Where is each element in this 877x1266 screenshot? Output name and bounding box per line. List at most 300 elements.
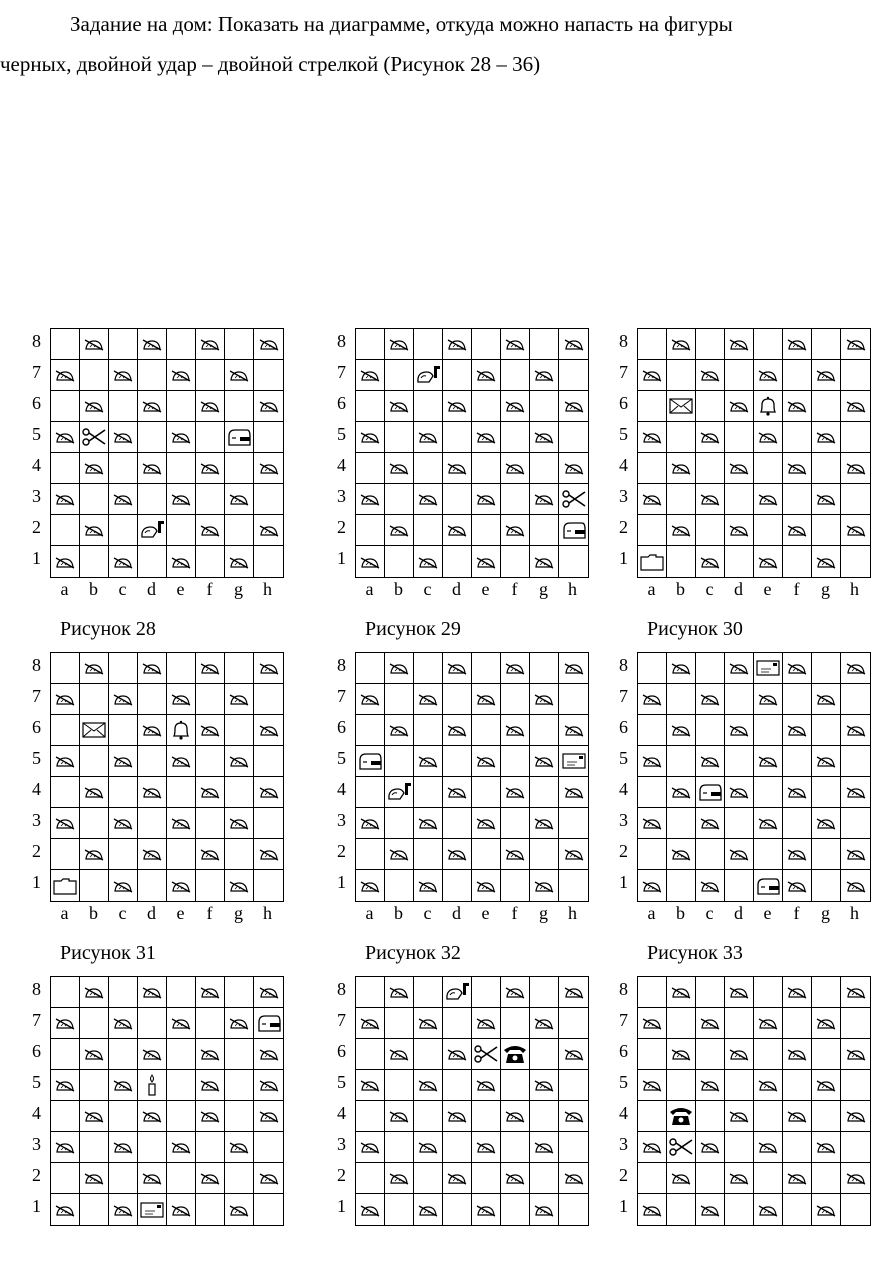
board-square bbox=[754, 422, 783, 453]
chess-piece-icon bbox=[473, 362, 500, 389]
chess-piece-icon bbox=[842, 655, 869, 682]
file-label: e bbox=[481, 903, 490, 923]
board-square bbox=[783, 1101, 812, 1132]
rank-label: 2 bbox=[619, 1165, 628, 1185]
rank-label: 6 bbox=[32, 717, 41, 737]
board-square bbox=[559, 777, 588, 808]
chess-board-grid bbox=[355, 652, 589, 902]
board-square bbox=[754, 715, 783, 746]
chess-piece-icon bbox=[415, 424, 442, 451]
board-square bbox=[414, 546, 443, 577]
board-square bbox=[812, 653, 841, 684]
board-square bbox=[138, 484, 167, 515]
board-square bbox=[414, 808, 443, 839]
board-square bbox=[196, 870, 225, 901]
board-square bbox=[356, 870, 385, 901]
board-square bbox=[559, 546, 588, 577]
board-square bbox=[443, 546, 472, 577]
board-square bbox=[196, 684, 225, 715]
board-square bbox=[385, 1163, 414, 1194]
chess-piece-icon bbox=[697, 1196, 724, 1223]
rank-labels bbox=[22, 652, 44, 900]
chess-piece-icon bbox=[784, 1165, 811, 1192]
rank-label: 2 bbox=[619, 517, 628, 537]
chess-piece-icon bbox=[226, 1196, 253, 1223]
chess-piece-icon bbox=[52, 424, 79, 451]
chess-diagram bbox=[327, 652, 595, 964]
board-square bbox=[783, 453, 812, 484]
chess-piece-icon bbox=[697, 1134, 724, 1161]
board-square bbox=[667, 484, 696, 515]
rank-label: 6 bbox=[337, 393, 346, 413]
chess-piece-icon bbox=[81, 455, 108, 482]
board-square bbox=[725, 1008, 754, 1039]
board-square bbox=[754, 1008, 783, 1039]
board-square bbox=[385, 453, 414, 484]
chess-piece-icon bbox=[560, 841, 587, 868]
figure-caption: Рисунок 32 bbox=[365, 942, 461, 964]
chess-diagram bbox=[327, 976, 595, 1266]
rank-labels bbox=[22, 328, 44, 576]
chess-piece-icon bbox=[842, 1103, 869, 1130]
board-square bbox=[443, 422, 472, 453]
chess-piece-icon bbox=[668, 1041, 695, 1068]
board-square bbox=[80, 777, 109, 808]
board-square bbox=[725, 777, 754, 808]
board-square bbox=[783, 977, 812, 1008]
board-square bbox=[638, 746, 667, 777]
chess-piece-icon bbox=[668, 517, 695, 544]
board-square bbox=[51, 484, 80, 515]
file-label: c bbox=[423, 903, 432, 923]
chess-board-grid bbox=[50, 976, 284, 1226]
board-square bbox=[472, 329, 501, 360]
file-label: b bbox=[676, 579, 685, 599]
chess-piece-icon bbox=[110, 1134, 137, 1161]
rank-label: 5 bbox=[32, 424, 41, 444]
chess-piece-icon bbox=[139, 1165, 166, 1192]
chess-piece-icon bbox=[813, 748, 840, 775]
board-square bbox=[443, 1132, 472, 1163]
chess-piece-icon bbox=[81, 1165, 108, 1192]
chess-piece-icon bbox=[444, 1165, 471, 1192]
board-square bbox=[109, 839, 138, 870]
board-square bbox=[385, 684, 414, 715]
board-square bbox=[754, 453, 783, 484]
board-square bbox=[109, 1101, 138, 1132]
chess-piece-icon bbox=[560, 393, 587, 420]
board-square bbox=[196, 484, 225, 515]
chess-piece-icon bbox=[444, 655, 471, 682]
board-square bbox=[530, 484, 559, 515]
rank-label: 1 bbox=[337, 872, 346, 892]
board-square bbox=[225, 546, 254, 577]
chess-piece-icon bbox=[52, 1134, 79, 1161]
cornucopia-icon bbox=[444, 979, 471, 1006]
board-square bbox=[196, 1132, 225, 1163]
board-square bbox=[530, 1070, 559, 1101]
chess-piece-icon bbox=[386, 517, 413, 544]
rank-label: 5 bbox=[619, 748, 628, 768]
chess-piece-icon bbox=[473, 872, 500, 899]
board-square bbox=[725, 391, 754, 422]
board-square bbox=[443, 1070, 472, 1101]
board-square bbox=[530, 653, 559, 684]
chess-piece-icon bbox=[668, 717, 695, 744]
file-label: d bbox=[147, 579, 156, 599]
chess-piece-icon bbox=[52, 1010, 79, 1037]
figure-caption: Рисунок 30 bbox=[647, 618, 743, 640]
chess-piece-icon bbox=[502, 393, 529, 420]
board-square bbox=[109, 653, 138, 684]
board-square bbox=[841, 484, 870, 515]
board-square bbox=[530, 453, 559, 484]
board-square bbox=[443, 1101, 472, 1132]
bell-icon bbox=[755, 393, 782, 420]
board-square bbox=[138, 777, 167, 808]
board-square bbox=[138, 1163, 167, 1194]
board-square bbox=[754, 484, 783, 515]
board-square bbox=[109, 684, 138, 715]
board-square bbox=[196, 839, 225, 870]
chess-piece-icon bbox=[197, 979, 224, 1006]
board-square bbox=[414, 1194, 443, 1225]
chess-piece-icon bbox=[531, 362, 558, 389]
rank-label: 7 bbox=[337, 362, 346, 382]
rank-label: 1 bbox=[619, 548, 628, 568]
board-square bbox=[812, 1039, 841, 1070]
chess-piece-icon bbox=[639, 686, 666, 713]
chess-piece-icon bbox=[81, 517, 108, 544]
chess-piece-icon bbox=[81, 1103, 108, 1130]
chess-piece-icon bbox=[639, 810, 666, 837]
chess-piece-icon bbox=[560, 779, 587, 806]
chess-piece-icon bbox=[531, 810, 558, 837]
board-square bbox=[225, 422, 254, 453]
board-square bbox=[472, 977, 501, 1008]
rank-labels bbox=[327, 652, 349, 900]
chess-piece-icon bbox=[386, 393, 413, 420]
chess-piece-icon bbox=[639, 1010, 666, 1037]
chess-piece-icon bbox=[726, 1165, 753, 1192]
chess-piece-icon bbox=[473, 1072, 500, 1099]
chess-piece-icon bbox=[52, 486, 79, 513]
board-square bbox=[638, 391, 667, 422]
board-square bbox=[443, 746, 472, 777]
board-square bbox=[638, 546, 667, 577]
board-square bbox=[472, 715, 501, 746]
board-square bbox=[80, 839, 109, 870]
file-label: f bbox=[793, 579, 800, 599]
chess-piece-icon bbox=[415, 1196, 442, 1223]
board-square bbox=[356, 777, 385, 808]
chess-piece-icon bbox=[560, 455, 587, 482]
board-square bbox=[696, 715, 725, 746]
chess-piece-icon bbox=[444, 455, 471, 482]
board-square bbox=[443, 1008, 472, 1039]
board-square bbox=[501, 391, 530, 422]
board-square bbox=[501, 746, 530, 777]
board-square bbox=[841, 684, 870, 715]
board-square bbox=[667, 1194, 696, 1225]
board-square bbox=[472, 808, 501, 839]
board-square bbox=[841, 977, 870, 1008]
board-square bbox=[196, 422, 225, 453]
board-square bbox=[385, 808, 414, 839]
chess-piece-icon bbox=[668, 979, 695, 1006]
board-square bbox=[696, 1163, 725, 1194]
board-square bbox=[530, 546, 559, 577]
board-square bbox=[783, 839, 812, 870]
chess-piece-icon bbox=[784, 393, 811, 420]
chess-piece-icon bbox=[755, 1072, 782, 1099]
board-square bbox=[167, 329, 196, 360]
board-square bbox=[783, 684, 812, 715]
file-label: f bbox=[511, 579, 518, 599]
chess-piece-icon bbox=[197, 455, 224, 482]
board-square bbox=[225, 777, 254, 808]
board-square bbox=[754, 1132, 783, 1163]
rank-label: 1 bbox=[619, 872, 628, 892]
chess-diagram bbox=[22, 328, 290, 640]
file-label: h bbox=[263, 903, 272, 923]
board-square bbox=[443, 484, 472, 515]
board-square bbox=[196, 391, 225, 422]
board-square bbox=[356, 1039, 385, 1070]
scissors-icon bbox=[81, 424, 108, 451]
board-square bbox=[667, 1070, 696, 1101]
file-label: h bbox=[263, 579, 272, 599]
chess-piece-icon bbox=[197, 1041, 224, 1068]
file-labels bbox=[50, 578, 282, 600]
board-square bbox=[841, 1101, 870, 1132]
board-square bbox=[138, 715, 167, 746]
board-square bbox=[225, 684, 254, 715]
chess-piece-icon bbox=[255, 331, 282, 358]
chess-piece-icon bbox=[357, 1072, 384, 1099]
bell-icon bbox=[168, 717, 195, 744]
board-square bbox=[443, 360, 472, 391]
chess-piece-icon bbox=[52, 810, 79, 837]
board-square bbox=[254, 391, 283, 422]
chess-piece-icon bbox=[81, 841, 108, 868]
board-square bbox=[667, 715, 696, 746]
board-square bbox=[812, 515, 841, 546]
chess-piece-icon bbox=[726, 979, 753, 1006]
chess-piece-icon bbox=[842, 331, 869, 358]
chess-piece-icon bbox=[415, 810, 442, 837]
board-square bbox=[443, 839, 472, 870]
board-square bbox=[225, 391, 254, 422]
rank-label: 7 bbox=[619, 686, 628, 706]
file-labels bbox=[355, 578, 587, 600]
chess-piece-icon bbox=[784, 655, 811, 682]
chess-piece-icon bbox=[726, 841, 753, 868]
board-square bbox=[530, 870, 559, 901]
chess-piece-icon bbox=[697, 810, 724, 837]
board-square bbox=[80, 1039, 109, 1070]
chess-piece-icon bbox=[226, 486, 253, 513]
chess-piece-icon bbox=[168, 872, 195, 899]
board-square bbox=[225, 1194, 254, 1225]
board-square bbox=[725, 360, 754, 391]
board-square bbox=[356, 684, 385, 715]
board-square bbox=[667, 746, 696, 777]
board-square bbox=[638, 1194, 667, 1225]
chess-piece-icon bbox=[168, 810, 195, 837]
board-square bbox=[841, 1163, 870, 1194]
assignment-text bbox=[0, 4, 840, 84]
rank-label: 5 bbox=[337, 1072, 346, 1092]
board-square bbox=[109, 360, 138, 391]
file-label: d bbox=[734, 579, 743, 599]
board-square bbox=[559, 1008, 588, 1039]
chess-piece-icon bbox=[357, 362, 384, 389]
board-square bbox=[667, 360, 696, 391]
board-square bbox=[196, 808, 225, 839]
board-square bbox=[812, 1132, 841, 1163]
board-square bbox=[472, 484, 501, 515]
board-square bbox=[225, 515, 254, 546]
chess-piece-icon bbox=[784, 717, 811, 744]
board-square bbox=[812, 1101, 841, 1132]
board-square bbox=[138, 1132, 167, 1163]
board-square bbox=[414, 977, 443, 1008]
chess-piece-icon bbox=[110, 362, 137, 389]
rank-label: 4 bbox=[32, 455, 41, 475]
chess-piece-icon bbox=[255, 1072, 282, 1099]
board-square bbox=[638, 1101, 667, 1132]
board-square bbox=[254, 684, 283, 715]
chess-piece-icon bbox=[386, 455, 413, 482]
board-square bbox=[51, 684, 80, 715]
chess-piece-icon bbox=[444, 841, 471, 868]
chess-piece-icon bbox=[639, 1072, 666, 1099]
board-square bbox=[667, 391, 696, 422]
board-square bbox=[356, 546, 385, 577]
chess-piece-icon bbox=[110, 872, 137, 899]
board-square bbox=[167, 546, 196, 577]
rank-label: 2 bbox=[32, 1165, 41, 1185]
board-square bbox=[109, 1194, 138, 1225]
rank-label: 7 bbox=[619, 1010, 628, 1030]
board-square bbox=[51, 715, 80, 746]
board-square bbox=[254, 1008, 283, 1039]
board-square bbox=[385, 1194, 414, 1225]
chess-piece-icon bbox=[726, 1103, 753, 1130]
chess-piece-icon bbox=[168, 486, 195, 513]
board-square bbox=[414, 391, 443, 422]
board-square bbox=[138, 1101, 167, 1132]
board-square bbox=[812, 546, 841, 577]
board-square bbox=[414, 1070, 443, 1101]
chess-piece-icon bbox=[52, 1196, 79, 1223]
board-square bbox=[638, 360, 667, 391]
board-square bbox=[530, 360, 559, 391]
mailbox-icon bbox=[697, 779, 724, 806]
board-square bbox=[51, 391, 80, 422]
file-label: c bbox=[118, 903, 127, 923]
chess-diagram bbox=[609, 976, 877, 1266]
chess-piece-icon bbox=[226, 1134, 253, 1161]
board-square bbox=[109, 746, 138, 777]
board-square bbox=[138, 515, 167, 546]
cornucopia-icon bbox=[415, 362, 442, 389]
board-square bbox=[167, 746, 196, 777]
board-square bbox=[109, 1132, 138, 1163]
board-square bbox=[51, 653, 80, 684]
board-square bbox=[501, 653, 530, 684]
chess-piece-icon bbox=[560, 1165, 587, 1192]
chess-piece-icon bbox=[668, 1165, 695, 1192]
board-square bbox=[667, 515, 696, 546]
board-square bbox=[754, 1039, 783, 1070]
rank-label: 5 bbox=[619, 424, 628, 444]
chess-piece-icon bbox=[755, 1196, 782, 1223]
chess-piece-icon bbox=[726, 331, 753, 358]
chess-piece-icon bbox=[784, 455, 811, 482]
board-square bbox=[138, 391, 167, 422]
board-square bbox=[696, 329, 725, 360]
rank-label: 1 bbox=[32, 548, 41, 568]
board-square bbox=[559, 453, 588, 484]
chess-piece-icon bbox=[726, 1041, 753, 1068]
chess-piece-icon bbox=[784, 872, 811, 899]
chess-piece-icon bbox=[357, 872, 384, 899]
board-square bbox=[559, 715, 588, 746]
board-square bbox=[559, 977, 588, 1008]
board-square bbox=[501, 870, 530, 901]
chess-piece-icon bbox=[813, 1072, 840, 1099]
chess-piece-icon bbox=[139, 1103, 166, 1130]
chess-piece-icon bbox=[415, 1010, 442, 1037]
chess-piece-icon bbox=[531, 748, 558, 775]
board-square bbox=[254, 777, 283, 808]
board-square bbox=[725, 746, 754, 777]
board-square bbox=[356, 1132, 385, 1163]
board-square bbox=[783, 1070, 812, 1101]
board-square bbox=[696, 653, 725, 684]
board-square bbox=[109, 1070, 138, 1101]
board-square bbox=[783, 777, 812, 808]
board-square bbox=[414, 715, 443, 746]
board-square bbox=[530, 977, 559, 1008]
file-label: e bbox=[176, 579, 185, 599]
board-square bbox=[443, 453, 472, 484]
board-square bbox=[225, 453, 254, 484]
chess-piece-icon bbox=[668, 779, 695, 806]
board-square bbox=[356, 1070, 385, 1101]
file-label: g bbox=[234, 579, 243, 599]
board-square bbox=[443, 391, 472, 422]
board-square bbox=[414, 746, 443, 777]
chess-piece-icon bbox=[813, 1010, 840, 1037]
board-square bbox=[638, 515, 667, 546]
chess-piece-icon bbox=[255, 655, 282, 682]
board-square bbox=[443, 1039, 472, 1070]
chess-piece-icon bbox=[531, 424, 558, 451]
chess-piece-icon bbox=[502, 717, 529, 744]
board-square bbox=[530, 515, 559, 546]
chess-piece-icon bbox=[197, 1072, 224, 1099]
board-square bbox=[501, 1008, 530, 1039]
board-square bbox=[356, 653, 385, 684]
board-square bbox=[783, 1008, 812, 1039]
chess-piece-icon bbox=[357, 1134, 384, 1161]
rank-label: 6 bbox=[619, 717, 628, 737]
board-square bbox=[109, 977, 138, 1008]
chess-piece-icon bbox=[139, 655, 166, 682]
